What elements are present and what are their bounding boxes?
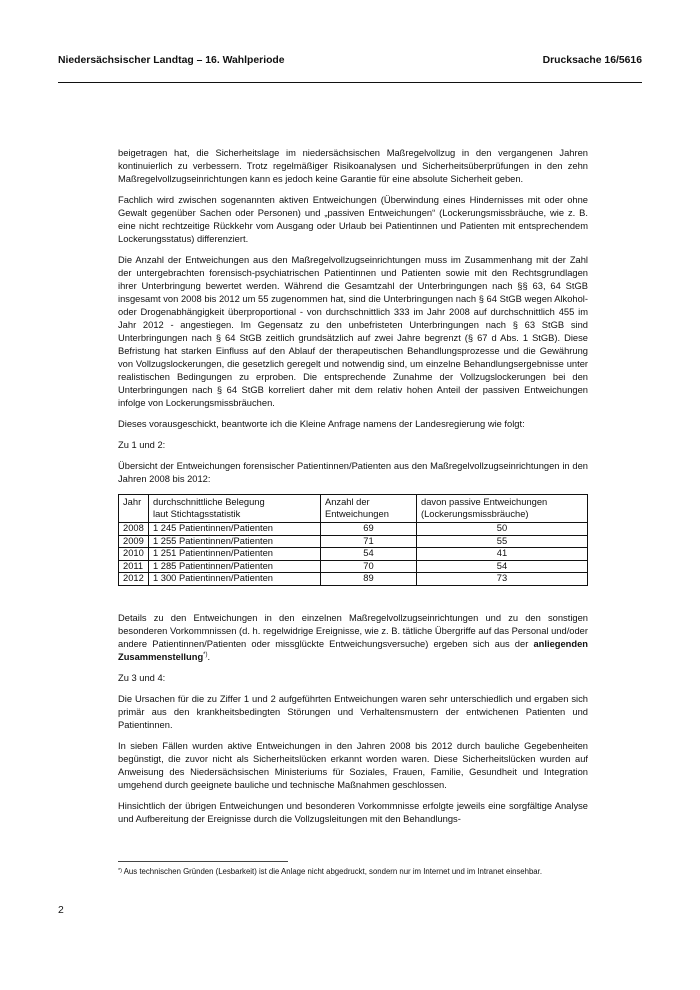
header-passive: davon passive Entweichungen (Lockerungsmissbräuche) — [417, 495, 588, 523]
paragraph: Dieses vorausgeschickt, beantworte ich die Kleine Anfrage namens der Landesregierung wie folgt: — [118, 419, 525, 429]
header-year: Jahr — [119, 495, 149, 523]
footnote-text: Aus technischen Gründen (Lesbarkeit) ist die Anlage nicht abgedruckt, sondern nur im Internet und im Intranet einsehbar. — [123, 867, 542, 876]
page-number: 2 — [58, 905, 64, 916]
table-row — [119, 548, 588, 561]
footnote-divider — [118, 861, 288, 862]
cell-escapes: 89 — [321, 573, 417, 586]
footnote-mark: *) — [118, 868, 122, 874]
paragraph: beigetragen hat, die Sicherheitslage im niedersächsischen Maßregelvollzug in den vergangenen Jahren kontinuierlich zu verbessern. Trotz regelmäßiger Risikoanalysen und Sicherheitsüberprüfungen in den zehn Maßregelvollzugseinrichtungen kann es jedoch keine Garantie für eine absolute Sicherheit geben. — [118, 148, 588, 184]
cell-occupancy: 1 251 Patientinnen/Patienten — [149, 548, 321, 561]
paragraph: Details zu den Entweichungen in den einzelnen Maßregelvollzugseinrichtungen und zu den sonstigen besonderen Vorkommnissen (d. h. regelwidrige Ereignisse, wie z. B. tätliche Übergriffe auf das Personal und/oder andere Patientinnen/Patienten oder missglückte Entweichungsversuche) ergeben sich aus der anliegenden Zusammenstellung*). — [118, 612, 588, 662]
cell-year: 2008 — [119, 523, 149, 536]
cell-escapes: 70 — [321, 560, 417, 573]
paragraph: Fachlich wird zwischen sogenannten aktiven Entweichungen (Überwindung eines Hindernisses mit oder ohne Gewalt gegenüber Sachen oder Personen) und „passiven Entweichungen“ (Lockerungsmissbräuche, wie z. B. eine nicht rechtzeitige Rückkehr vom Ausgang oder Urlaub bei Patientinnen und Patienten mit entsprechendem Lockerungsstatus) differenziert. — [118, 195, 588, 244]
paragraph: Die Anzahl der Entweichungen aus den Maßregelvollzugseinrichtungen muss im Zusammenhang mit der Zahl der untergebrachten forensisch-psychiatrischen Patientinnen und Patienten sowie mit den Rechtsgrundlagen ihrer Unterbringung bewertet werden. Während die Gesamtzahl der Unterbringungen nach §§ 63, 64 StGB insgesamt von 2008 bis 2012 um 55 zugenommen hat, sind die Unterbringungen nach § 64 StGB wegen Alkohol- oder Drogenabhängigkeit überproportional - von durchschnittlich 333 im Jahr 2008 auf durchschnittlich 455 im Jahr 2012 - angestiegen. Im Gegensatz zu den unbefristeten Unterbringungen nach § 63 StGB sind Unterbringungen nach § 64 StGB zeitlich grundsätzlich auf zwei Jahre begrenzt (§ 67 d Abs. 1 StGB). Diese Befristung hat starken Einfluss auf den Ablauf der therapeutischen Behandlungsprozesse und die Gewährung von Vollzugslockerungen, die gesetzlich geregelt und notwendig sind, um einzelne Behandlungsergebnisse unter realistischen Bedingungen zu erproben. Die entsprechende Zunahme der Vollzugslockerungen bei den Unterbringungen nach § 64 StGB korreliert daher mit dem relativ hohen Anteil der passiven Entweichungen infolge von Lockerungsmissbräuchen. — [118, 255, 588, 408]
cell-escapes: 54 — [321, 548, 417, 561]
table-row — [119, 560, 588, 573]
cell-passive: 54 — [417, 560, 588, 573]
cell-occupancy: 1 285 Patientinnen/Patienten — [149, 560, 321, 573]
paragraph: Die Ursachen für die zu Ziffer 1 und 2 aufgeführten Entweichungen waren sehr unterschiedlich und ergaben sich primär aus den krankheitsbedingten Störungen und Verhaltensmustern der entwichenen Patienten und Patientinnen. — [118, 693, 588, 730]
cell-escapes: 71 — [321, 535, 417, 548]
header-escapes: Anzahl der Entweichungen — [321, 495, 417, 523]
cell-occupancy: 1 300 Patientinnen/Patienten — [149, 573, 321, 586]
cell-year: 2012 — [119, 573, 149, 586]
cell-occupancy: 1 255 Patientinnen/Patienten — [149, 535, 321, 548]
cell-occupancy: 1 245 Patientinnen/Patienten — [149, 523, 321, 536]
cell-year: 2010 — [119, 548, 149, 561]
table-caption: Übersicht der Entweichungen forensischer Patientinnen/Patienten aus den Maßregelvollzugseinrichtungen in den Jahren 2008 bis 2012: — [118, 461, 588, 484]
header-occupancy: durchschnittliche Belegung laut Stichtagsstatistik — [149, 495, 321, 523]
body-text — [118, 147, 588, 834]
footnote-marker: *) — [203, 651, 208, 658]
paragraph: In sieben Fällen wurden aktive Entweichungen in den Jahren 2008 bis 2012 durch bauliche Gegebenheiten begünstigt, die zuvor nicht als Sicherheitslücken erkannt worden waren. Diese Sicherheitslücken wurden auf Anweisung des Niedersächsischen Ministeriums für Soziales, Frauen, Familie, Gesundheit und Integration umgehend durch geeignete bauliche und technische Maßnahmen geschlossen. — [118, 740, 588, 790]
table-row — [119, 573, 588, 586]
header-divider — [58, 82, 642, 83]
table-header-row — [119, 495, 588, 523]
cell-passive: 50 — [417, 523, 588, 536]
cell-passive: 73 — [417, 573, 588, 586]
header-title: Niedersächsischer Landtag – 16. Wahlperiode — [58, 55, 285, 66]
escapes-table — [118, 494, 588, 586]
section-label: Zu 1 und 2: — [118, 440, 166, 450]
page-header — [58, 55, 642, 66]
document-number: Drucksache 16/5616 — [542, 55, 642, 66]
cell-passive: 55 — [417, 535, 588, 548]
cell-passive: 41 — [417, 548, 588, 561]
table-row — [119, 535, 588, 548]
cell-year: 2011 — [119, 560, 149, 573]
section-label: Zu 3 und 4: — [118, 672, 166, 683]
attachment-reference: anliegenden Zusammenstellung — [118, 638, 588, 662]
table-row — [119, 523, 588, 536]
footnote — [118, 866, 590, 877]
cell-year: 2009 — [119, 535, 149, 548]
paragraph: Hinsichtlich der übrigen Entweichungen und besonderen Vorkommnisse erfolgte jeweils eine sorgfältige Analyse und Aufbereitung der Ereignisse durch die Vollzugsleitungen mit den Behandlungs- — [118, 800, 588, 824]
cell-escapes: 69 — [321, 523, 417, 536]
